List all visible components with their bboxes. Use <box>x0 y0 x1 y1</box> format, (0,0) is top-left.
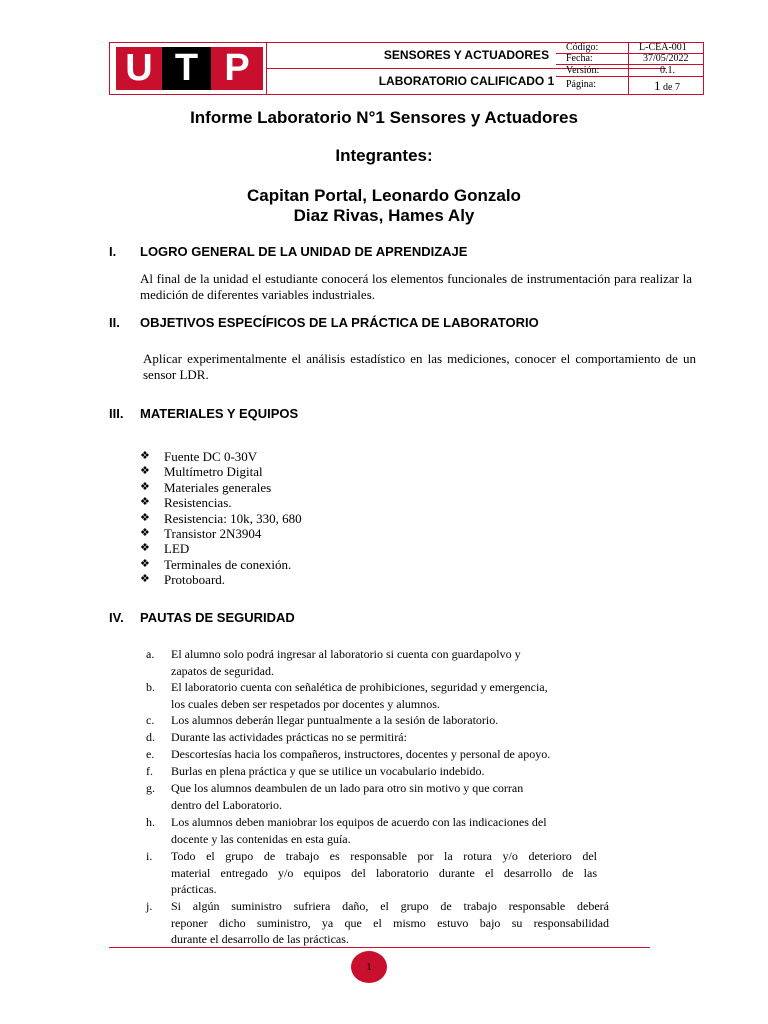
diamond-bullet-icon: ❖ <box>140 496 150 509</box>
diamond-bullet-icon: ❖ <box>140 450 150 462</box>
section-text: Al final de la unidad el estudiante conocerá los elementos funcionales de instrumentación para realizar la medición de diferentes variables industriales. <box>140 271 692 302</box>
list-item: ❖ LED <box>140 541 190 557</box>
meta-code-label: Código: <box>566 42 599 53</box>
header-title-block <box>266 43 666 94</box>
diamond-bullet-icon: ❖ <box>140 527 150 540</box>
page-number-badge: 1 <box>351 951 387 983</box>
section-number: IV. <box>109 610 124 625</box>
section-text: Aplicar experimentalmente el análisis estadístico en las mediciones, conocer el comportamiento de un sensor LDR. <box>143 351 696 382</box>
section-number: I. <box>109 244 117 259</box>
document-header <box>109 42 704 95</box>
diamond-bullet-icon: ❖ <box>140 511 150 524</box>
list-item: ❖ Multímetro Digital <box>140 464 263 480</box>
member-name: Diaz Rivas, Hames Aly <box>293 206 475 225</box>
meta-code-value: L-CEA-001 <box>639 42 687 53</box>
diamond-bullet-icon: ❖ <box>140 573 150 586</box>
materials-list <box>140 449 302 588</box>
list-item: ❖ Fuente DC 0-30V <box>140 449 258 464</box>
diamond-bullet-icon: ❖ <box>140 542 150 555</box>
list-item: ❖ Resistencias. <box>140 495 232 511</box>
diamond-bullet-icon: ❖ <box>140 557 150 570</box>
document-title: Informe Laboratorio N°1 Sensores y Actuadores <box>190 108 578 127</box>
section-heading <box>109 315 539 330</box>
list-item: ❖ Resistencia: 10k, 330, 680 <box>140 510 302 526</box>
meta-version-value: 0.1. <box>660 65 675 76</box>
section-title: OBJETIVOS ESPECÍFICOS DE LA PRÁCTICA DE LABORATORIO <box>140 315 539 330</box>
course-name: SENSORES Y ACTUADORES <box>267 43 666 69</box>
meta-date-value: 37/05/2022 <box>643 53 689 64</box>
list-item: ❖ Protoboard. <box>140 572 226 588</box>
meta-page-label: Página: <box>566 79 596 90</box>
meta-version-label: Versión: <box>566 65 600 76</box>
section-heading <box>109 610 295 625</box>
section-title: LOGRO GENERAL DE LA UNIDAD DE APRENDIZAJE <box>140 244 468 259</box>
meta-page-suffix: de 7 <box>663 82 680 93</box>
logo-letter-p: P <box>211 47 263 90</box>
list-item: ❖ Materiales generales <box>140 479 272 495</box>
section-title: PAUTAS DE SEGURIDAD <box>140 610 295 625</box>
lab-name: LABORATORIO CALIFICADO 1 <box>378 74 555 88</box>
meta-date-label: Fecha: <box>566 53 593 64</box>
utp-logo <box>110 43 266 94</box>
diamond-bullet-icon: ❖ <box>140 465 150 478</box>
footer-divider <box>109 947 650 948</box>
members-heading: Integrantes: <box>335 146 433 165</box>
list-item: ❖ Terminales de conexión. <box>140 556 292 572</box>
logo-letter-u: U <box>116 47 162 90</box>
section-number: II. <box>109 315 120 330</box>
section-heading <box>109 244 467 259</box>
member-name: Capitan Portal, Leonardo Gonzalo <box>247 186 521 205</box>
section-number: III. <box>109 406 124 421</box>
section-heading <box>109 406 298 421</box>
list-item: ❖ Transistor 2N3904 <box>140 526 262 542</box>
meta-page-value: 1 <box>654 78 661 93</box>
section-title: MATERIALES Y EQUIPOS <box>140 406 299 421</box>
logo-letter-t: T <box>162 47 211 90</box>
diamond-bullet-icon: ❖ <box>140 480 150 493</box>
